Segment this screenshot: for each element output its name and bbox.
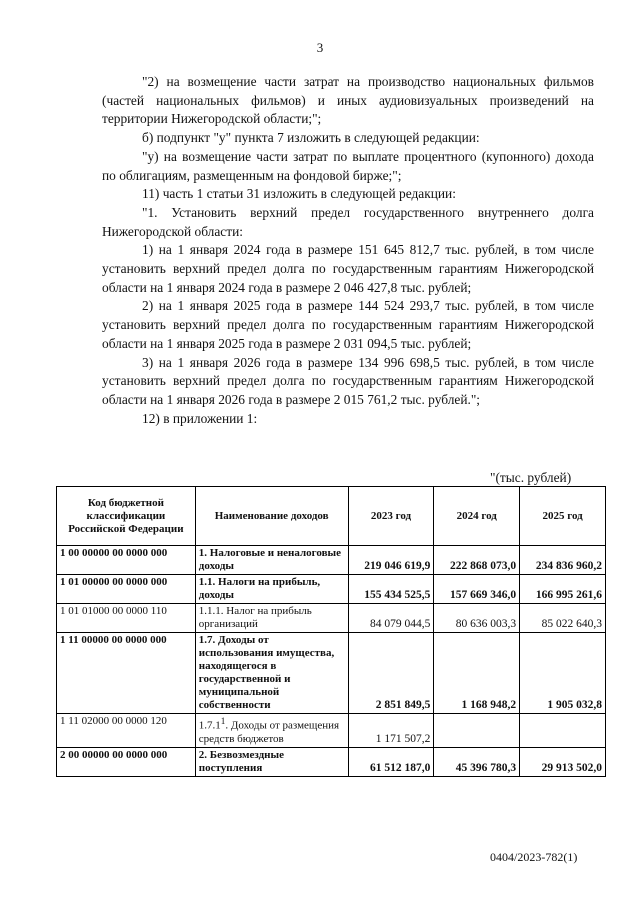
cell-2025: 166 995 261,6 <box>520 575 606 604</box>
cell-2024: 1 168 948,2 <box>434 633 520 714</box>
cell-2025: 29 913 502,0 <box>520 747 606 776</box>
cell-2023: 2 851 849,5 <box>348 633 434 714</box>
header-name: Наименование доходов <box>195 487 348 546</box>
table-row <box>57 633 606 714</box>
cell-2023: 155 434 525,5 <box>348 575 434 604</box>
cell-name-rest: . Доходы от размещения средств бюджетов <box>198 719 340 745</box>
header-2024: 2024 год <box>434 487 520 546</box>
paragraph: "у) на возмещение части затрат по выплате процентного (купонного) дохода по облигациям, размещенным на фондовой бирже;"; <box>102 148 594 183</box>
cell-code: 1 11 00000 00 0000 000 <box>57 633 196 714</box>
cell-2023: 1 171 507,2 <box>348 714 434 748</box>
table-row <box>57 546 606 575</box>
cell-name <box>195 714 348 748</box>
cell-code: 2 00 00000 00 0000 000 <box>57 747 196 776</box>
footnote-marker: 1 <box>220 716 226 726</box>
cell-2025: 85 022 640,3 <box>520 604 606 633</box>
header-2025: 2025 год <box>520 487 606 546</box>
table-row <box>57 604 606 633</box>
cell-name: 1.7. Доходы от использования имущества, находящегося в государственной и муниципальной собственности <box>195 633 348 714</box>
cell-2025: 1 905 032,8 <box>520 633 606 714</box>
cell-code: 1 01 00000 00 0000 000 <box>57 575 196 604</box>
header-code: Код бюджетной классификации Российской Федерации <box>57 487 196 546</box>
cell-2024 <box>434 714 520 748</box>
document-code: 0404/2023-782(1) <box>490 850 578 864</box>
cell-name-prefix: 1.7.1 <box>198 719 221 732</box>
cell-code: 1 11 02000 00 0000 120 <box>57 714 196 748</box>
table-row <box>57 747 606 776</box>
paragraph: 3) на 1 января 2026 года в размере 134 996 698,5 тыс. рублей, в том числе установить верхний предел долга по государственным гарантиям Нижегородской области на 1 января 2026 года в размере 2 015 761,2 тыс. рублей."; <box>102 354 594 407</box>
cell-2025 <box>520 714 606 748</box>
cell-name: 1.1. Налоги на прибыль, доходы <box>195 575 348 604</box>
revenue-table <box>56 486 606 777</box>
paragraph: 2) на 1 января 2025 года в размере 144 524 293,7 тыс. рублей, в том числе установить верхний предел долга по государственным гарантиям Нижегородской области на 1 января 2025 года в размере 2 031 094,5 тыс. рублей; <box>102 298 594 351</box>
cell-name: 2. Безвозмездные поступления <box>195 747 348 776</box>
cell-2024: 157 669 346,0 <box>434 575 520 604</box>
table-row <box>57 714 606 748</box>
table-unit-label: "(тыс. рублей) <box>490 470 572 485</box>
table-header-row <box>57 487 606 546</box>
cell-2023: 84 079 044,5 <box>348 604 434 633</box>
cell-2024: 222 868 073,0 <box>434 546 520 575</box>
paragraph: 1) на 1 января 2024 года в размере 151 645 812,7 тыс. рублей, в том числе установить верхний предел долга по государственным гарантиям Нижегородской области на 1 января 2024 года в размере 2 046 427,8 тыс. рублей; <box>102 242 594 295</box>
table-row <box>57 575 606 604</box>
paragraph: б) подпункт "у" пункта 7 изложить в следующей редакции: <box>142 130 480 146</box>
cell-name: 1. Налоговые и неналоговые доходы <box>195 546 348 575</box>
cell-2024: 45 396 780,3 <box>434 747 520 776</box>
cell-name: 1.1.1. Налог на прибыль организаций <box>195 604 348 633</box>
cell-2024: 80 636 003,3 <box>434 604 520 633</box>
cell-2023: 61 512 187,0 <box>348 747 434 776</box>
paragraph: "2) на возмещение части затрат на производство национальных фильмов (частей национальных фильмов) и иных аудиовизуальных произведений на территории Нижегородской области;"; <box>102 74 594 127</box>
page-number: 3 <box>316 40 324 55</box>
cell-2023: 219 046 619,9 <box>348 546 434 575</box>
body-text <box>102 73 594 428</box>
cell-code: 1 01 01000 00 0000 110 <box>57 604 196 633</box>
cell-2025: 234 836 960,2 <box>520 546 606 575</box>
cell-code: 1 00 00000 00 0000 000 <box>57 546 196 575</box>
paragraph: 11) часть 1 статьи 31 изложить в следующей редакции: <box>142 186 456 202</box>
paragraph: 12) в приложении 1: <box>142 410 258 426</box>
paragraph: "1. Установить верхний предел государственного внутреннего долга Нижегородской области: <box>102 204 594 239</box>
header-2023: 2023 год <box>348 487 434 546</box>
